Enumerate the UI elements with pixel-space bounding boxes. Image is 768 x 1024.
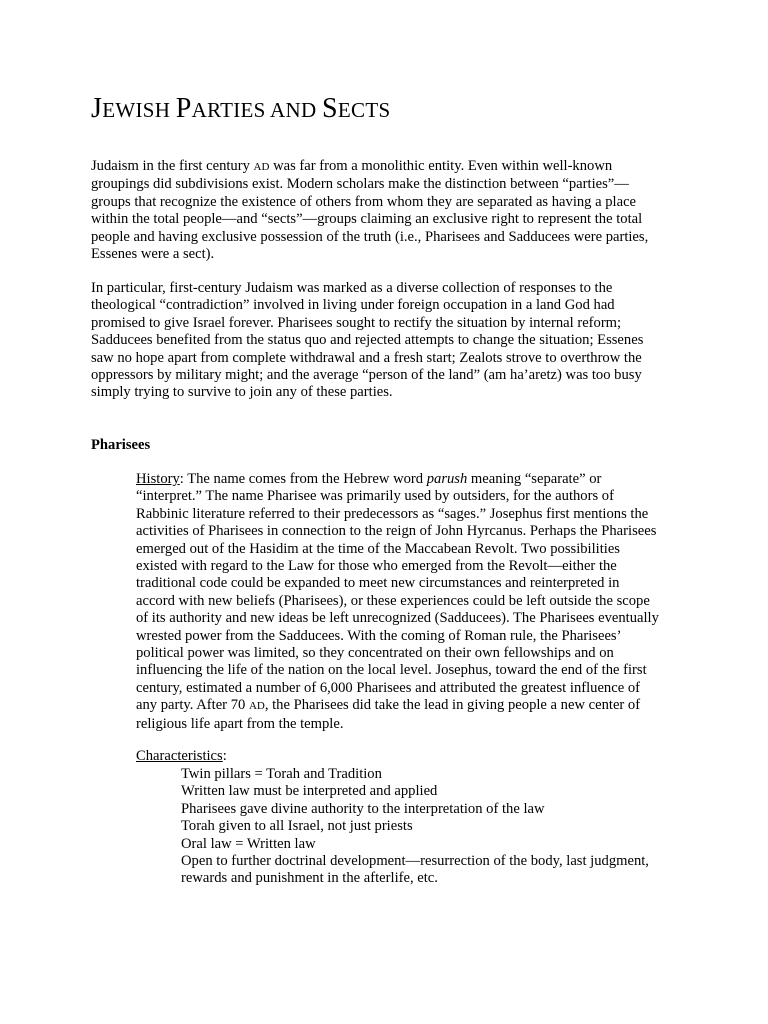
paragraph-line: Sadducees benefited from the status quo and rejected attempts to change the situation; Essenes	[91, 332, 644, 349]
paragraph-line: saw no hope apart from complete withdrawal and a fresh start; Zealots strove to overthrow the	[91, 349, 642, 366]
history-label: History	[136, 471, 180, 487]
text-run: , the Pharisees did take the lead in giving people a new center of	[264, 697, 641, 714]
text-run: was far from a monolithic entity. Even within well-known	[269, 158, 613, 174]
text-run: :	[222, 748, 227, 764]
paragraph-line: oppressors by military might; and the average “person of the land” (am ha’aretz) was too busy	[91, 367, 642, 384]
title-initial: S	[322, 93, 338, 124]
paragraph-line: influencing the life of the nation on the local level. Josephus, toward the end of the first	[136, 662, 647, 679]
list-item: Written law must be interpreted and applied	[181, 783, 438, 800]
text-run: any party. After 70	[136, 697, 249, 714]
paragraph-line: people and having exclusive possession of the truth (i.e., Pharisees and Sadducees were parties,	[91, 228, 649, 245]
list-item: Torah given to all Israel, not just priests	[181, 818, 413, 835]
list-item: Oral law = Written law	[181, 835, 316, 852]
title-initial: P	[175, 93, 192, 124]
paragraph-line: accord with new beliefs (Pharisees), or these experiences could be left outside the scope	[136, 592, 650, 609]
paragraph-line	[91, 158, 691, 176]
paragraph-line: simply trying to survive to join any of these parties.	[91, 384, 393, 401]
paragraph-line: emerged out of the Hasidim at the time of the Maccabean Revolt. Two possibilities	[136, 540, 620, 557]
paragraph-line: of its authority and new ideas be left unrecognized (Sadducees). The Pharisees eventually	[136, 610, 659, 627]
era-abbreviation: AD	[253, 161, 270, 173]
paragraph-line: Rabbinic literature referred to their predecessors as “sages.” Josephus first mentions the	[136, 505, 649, 522]
title-smallcaps: ECTS	[337, 98, 391, 122]
title-smallcaps: ARTIES AND	[191, 98, 323, 122]
text-run: Judaism in the first century	[91, 158, 254, 174]
list-item-continuation: rewards and punishment in the afterlife, etc.	[181, 870, 438, 887]
paragraph-line: “interpret.” The name Pharisee was primarily used by outsiders, for the authors of	[136, 488, 614, 505]
paragraph-line: groupings did subdivisions exist. Modern scholars make the distinction between “parties”—	[91, 176, 629, 193]
document-title	[91, 92, 390, 127]
paragraph-line: within the total people—and “sects”—groups claiming an exclusive right to represent the total	[91, 211, 643, 228]
paragraph-line: promised to give Israel forever. Pharisees sought to rectify the situation by internal reform;	[91, 314, 622, 331]
paragraph-line: existed with regard to the Law for those who emerged from the Revolt—either the	[136, 558, 617, 575]
title-smallcaps: EWISH	[102, 98, 176, 122]
paragraph-line: activities of Pharisees in connection to the reign of John Hyrcanus. Perhaps the Pharisees	[136, 523, 657, 540]
italic-term: parush	[426, 471, 468, 487]
list-item	[181, 853, 649, 888]
list-item: Twin pillars = Torah and Tradition	[181, 766, 382, 782]
title-initial: J	[91, 93, 103, 124]
context-paragraph	[91, 280, 691, 402]
paragraph-line	[136, 471, 696, 488]
paragraph-line: groups that recognize the existence of others from whom they are separated as having a place	[91, 193, 637, 210]
paragraph-line: religious life apart from the temple.	[136, 715, 344, 732]
intro-paragraph	[91, 158, 691, 263]
characteristics-list	[181, 766, 649, 888]
list-item: Pharisees gave divine authority to the interpretation of the law	[181, 800, 545, 817]
characteristics-heading	[136, 748, 696, 765]
paragraph-line: century, estimated a number of 6,000 Pharisees and attributed the greatest influence of	[136, 679, 640, 696]
section-heading-pharisees: Pharisees	[91, 437, 151, 453]
characteristics-label: Characteristics	[136, 748, 223, 764]
paragraph-line: theological “contradiction” involved in living under foreign occupation in a land God had	[91, 297, 615, 314]
paragraph-line: traditional code could be expanded to meet new circumstances and reinterpreted in	[136, 575, 620, 592]
text-run: Open to further doctrinal development—resurrection of the body, last judgment,	[181, 853, 649, 870]
history-paragraph	[136, 471, 696, 733]
paragraph-line: political power was limited, so they concentrated on their own fellowships and on	[136, 645, 614, 662]
paragraph-line: Essenes were a sect).	[91, 246, 215, 263]
era-abbreviation: AD	[248, 700, 265, 713]
paragraph-line: wrested power from the Sadducees. With the coming of Roman rule, the Pharisees’	[136, 627, 622, 644]
text-run: meaning “separate” or	[467, 471, 602, 487]
paragraph-line	[136, 697, 696, 715]
text-run: : The name comes from the Hebrew word	[179, 471, 427, 487]
paragraph-line: In particular, first-century Judaism was marked as a diverse collection of responses to the	[91, 280, 613, 296]
